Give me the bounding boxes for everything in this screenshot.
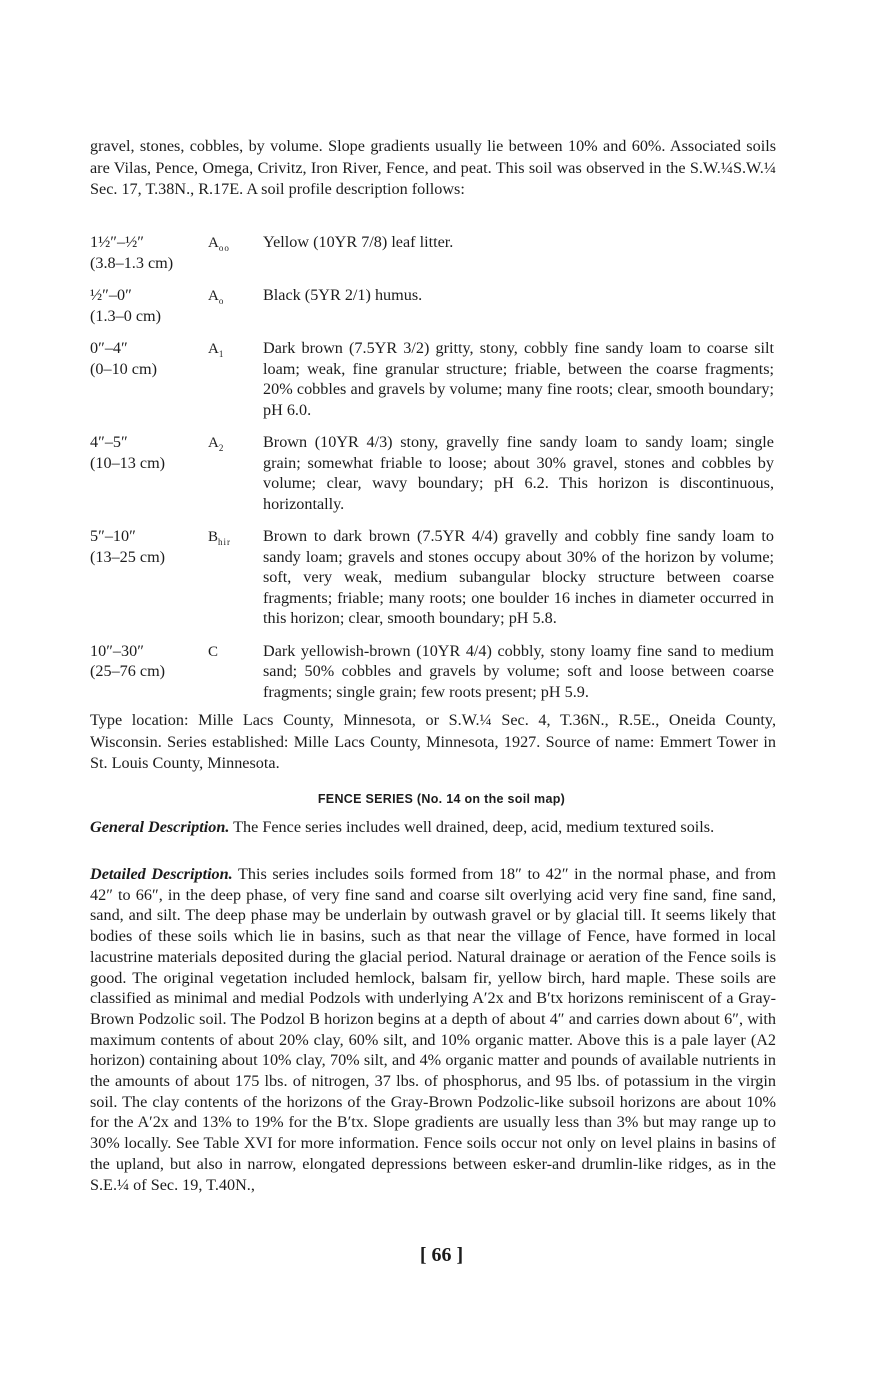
page-number: [ 66 ] — [419, 1244, 464, 1266]
horizon-row — [90, 526, 780, 629]
horizon-description: Brown to dark brown (7.5YR 4/4) gravelly and cobbly fine sandy loam to sandy loam; gravels and stones occupy about 30% of the horizon by volume; soft, very weak, medium subangular blocky structure between coarse fragments; friable; many roots; one boulder 16 inches in diameter occurred in this horizon; clear, smooth boundary; pH 5.8. — [263, 527, 774, 627]
horizon-row — [90, 641, 780, 703]
depth-inches: 0″–4″ — [90, 339, 128, 357]
horizon-letter: B — [208, 529, 219, 545]
horizon-letter: A — [208, 288, 219, 304]
horizon-description: Dark yellowish-brown (10YR 4/4) cobbly, stony loamy fine sand to medium sand; 50% cobbles and gravels by volume; soft and loose between coarse fragments; single grain; few roots present; pH 5.9. — [263, 641, 774, 701]
horizon-row — [90, 432, 780, 514]
depth-cm: (10–13 cm) — [90, 453, 166, 472]
depth-inches: ½″–0″ — [90, 286, 132, 304]
horizon-row — [90, 338, 780, 420]
horizon-name — [208, 338, 263, 420]
soil-profile-table — [90, 232, 780, 714]
general-description-paragraph — [90, 817, 776, 838]
horizon-description: Dark brown (7.5YR 3/2) gritty, stony, cobbly fine sandy loam to coarse silt loam; weak, fine granular structure; friable, between the coarse fragments; 20% cobbles and gravels by volume; many fine roots; clear, smooth boundary; pH 6.0. — [263, 339, 774, 419]
detailed-description-paragraph — [90, 864, 776, 1195]
horizon-letter: A — [208, 435, 219, 451]
horizon-subscript: hir — [218, 537, 232, 547]
general-description-text: The Fence series includes well drained, deep, acid, medium textured soils. — [233, 818, 715, 836]
horizon-description: Yellow (10YR 7/8) leaf litter. — [263, 233, 454, 251]
horizon-depth — [90, 526, 208, 629]
horizon-row — [90, 285, 780, 326]
horizon-letter: A — [208, 341, 219, 357]
section-heading: FENCE SERIES (No. 14 on the soil map) — [317, 792, 566, 806]
horizon-depth — [90, 285, 208, 326]
horizon-letter: A — [208, 235, 219, 251]
horizon-depth — [90, 641, 208, 703]
horizon-subscript: o — [218, 296, 225, 306]
intro-paragraph: gravel, stones, cobbles, by volume. Slope gradients usually lie between 10% and 60%. Associated soils are Vilas, Pence, Omega, Crivitz, Iron River, Fence, and peat. This soil was observed in the S.W.¼S.W.¼ Sec. 17, T.38N., R.17E. A soil profile description follows: — [90, 137, 776, 198]
depth-inches: 10″–30″ — [90, 641, 144, 660]
horizon-depth — [90, 338, 208, 420]
horizon-subscript: oo — [218, 243, 230, 253]
horizon-depth — [90, 432, 208, 514]
depth-cm: (25–76 cm) — [90, 662, 166, 680]
general-description-label: General Description. — [90, 818, 230, 836]
horizon-description: Brown (10YR 4/3) stony, gravelly fine sandy loam to sandy loam; single grain; somewhat friable to loose; about 30% gravel, stones and cobbles by volume; clear, wavy boundary; pH 6.2. This horizon is discontinuous, horizontally. — [263, 433, 774, 513]
horizon-name — [208, 526, 263, 629]
horizon-description: Black (5YR 2/1) humus. — [263, 286, 423, 304]
depth-cm: (0–10 cm) — [90, 359, 157, 378]
horizon-depth — [90, 232, 208, 273]
horizon-name — [208, 432, 263, 514]
detailed-description-text: This series includes soils formed from 18″ to 42″ in the normal phase, and from 42″ to 66″, in the deep phase, of very fine sand and coarse silt overlying acid very fine sand, fine sand, sand, and silt. The deep phase may be underlain by outwash gravel or by glacial till. It seems likely that bodies of these soils which lie in basins, such as that near the village of Fence, have formed in local lacustrine materials deposited during the glacial period. Natural drainage or aeration of the Fence soils is good. The original vegetation included hemlock, balsam fir, yellow birch, hard maple. These soils are classified as minimal and medial Podzols with underlying A′2x and B′tx horizons reminiscent of a Gray-Brown Podzolic soil. The Podzol B horizon begins at a depth of about 4″ and carries down about 6″, with maximum contents of about 20% clay, 60% silt, and 10% organic matter. Above this is a pale layer (A2 horizon) containing about 10% clay, 70% silt, and 4% organic matter and pounds of available nutrients in the amounts of about 175 lbs. of nitrogen, 37 lbs. of phosphorus, and 95 lbs. of potassium in the virgin soil. The clay contents of the horizons of the Gray-Brown Podzolic-like subsoil horizons are about 10% for the A′2x and 13% to 19% for the B′tx. Slope gradients are usually less than 3% but may range up to 30% locally. See Table XVI for more information. Fence soils occur not only on level plains in basins of the upland, but also in narrow, elongated depressions between esker-and drumlin-like ridges, as in the S.E.¼ of Sec. 19, T.40N., — [90, 865, 776, 1194]
detailed-description-label: Detailed Description. — [90, 865, 233, 883]
horizon-name — [208, 285, 263, 326]
horizon-name — [208, 232, 263, 273]
depth-cm: (13–25 cm) — [90, 547, 166, 566]
horizon-row — [90, 232, 780, 273]
horizon-subscript: 1 — [218, 349, 225, 359]
depth-inches: 4″–5″ — [90, 433, 128, 451]
horizon-subscript: 2 — [218, 443, 225, 453]
depth-cm: (1.3–0 cm) — [90, 306, 162, 325]
depth-inches: 5″–10″ — [90, 527, 136, 545]
horizon-letter: C — [208, 643, 219, 660]
depth-inches: 1½″–½″ — [90, 233, 144, 251]
depth-cm: (3.8–1.3 cm) — [90, 253, 174, 272]
horizon-name — [208, 641, 263, 703]
type-location-paragraph: Type location: Mille Lacs County, Minnesota, or S.W.¼ Sec. 4, T.36N., R.5E., Oneida County, Wisconsin. Series established: Mille Lacs County, Minnesota, 1927. Source of name: Emmert Tower in St. Louis County, Minnesota. — [90, 711, 776, 772]
